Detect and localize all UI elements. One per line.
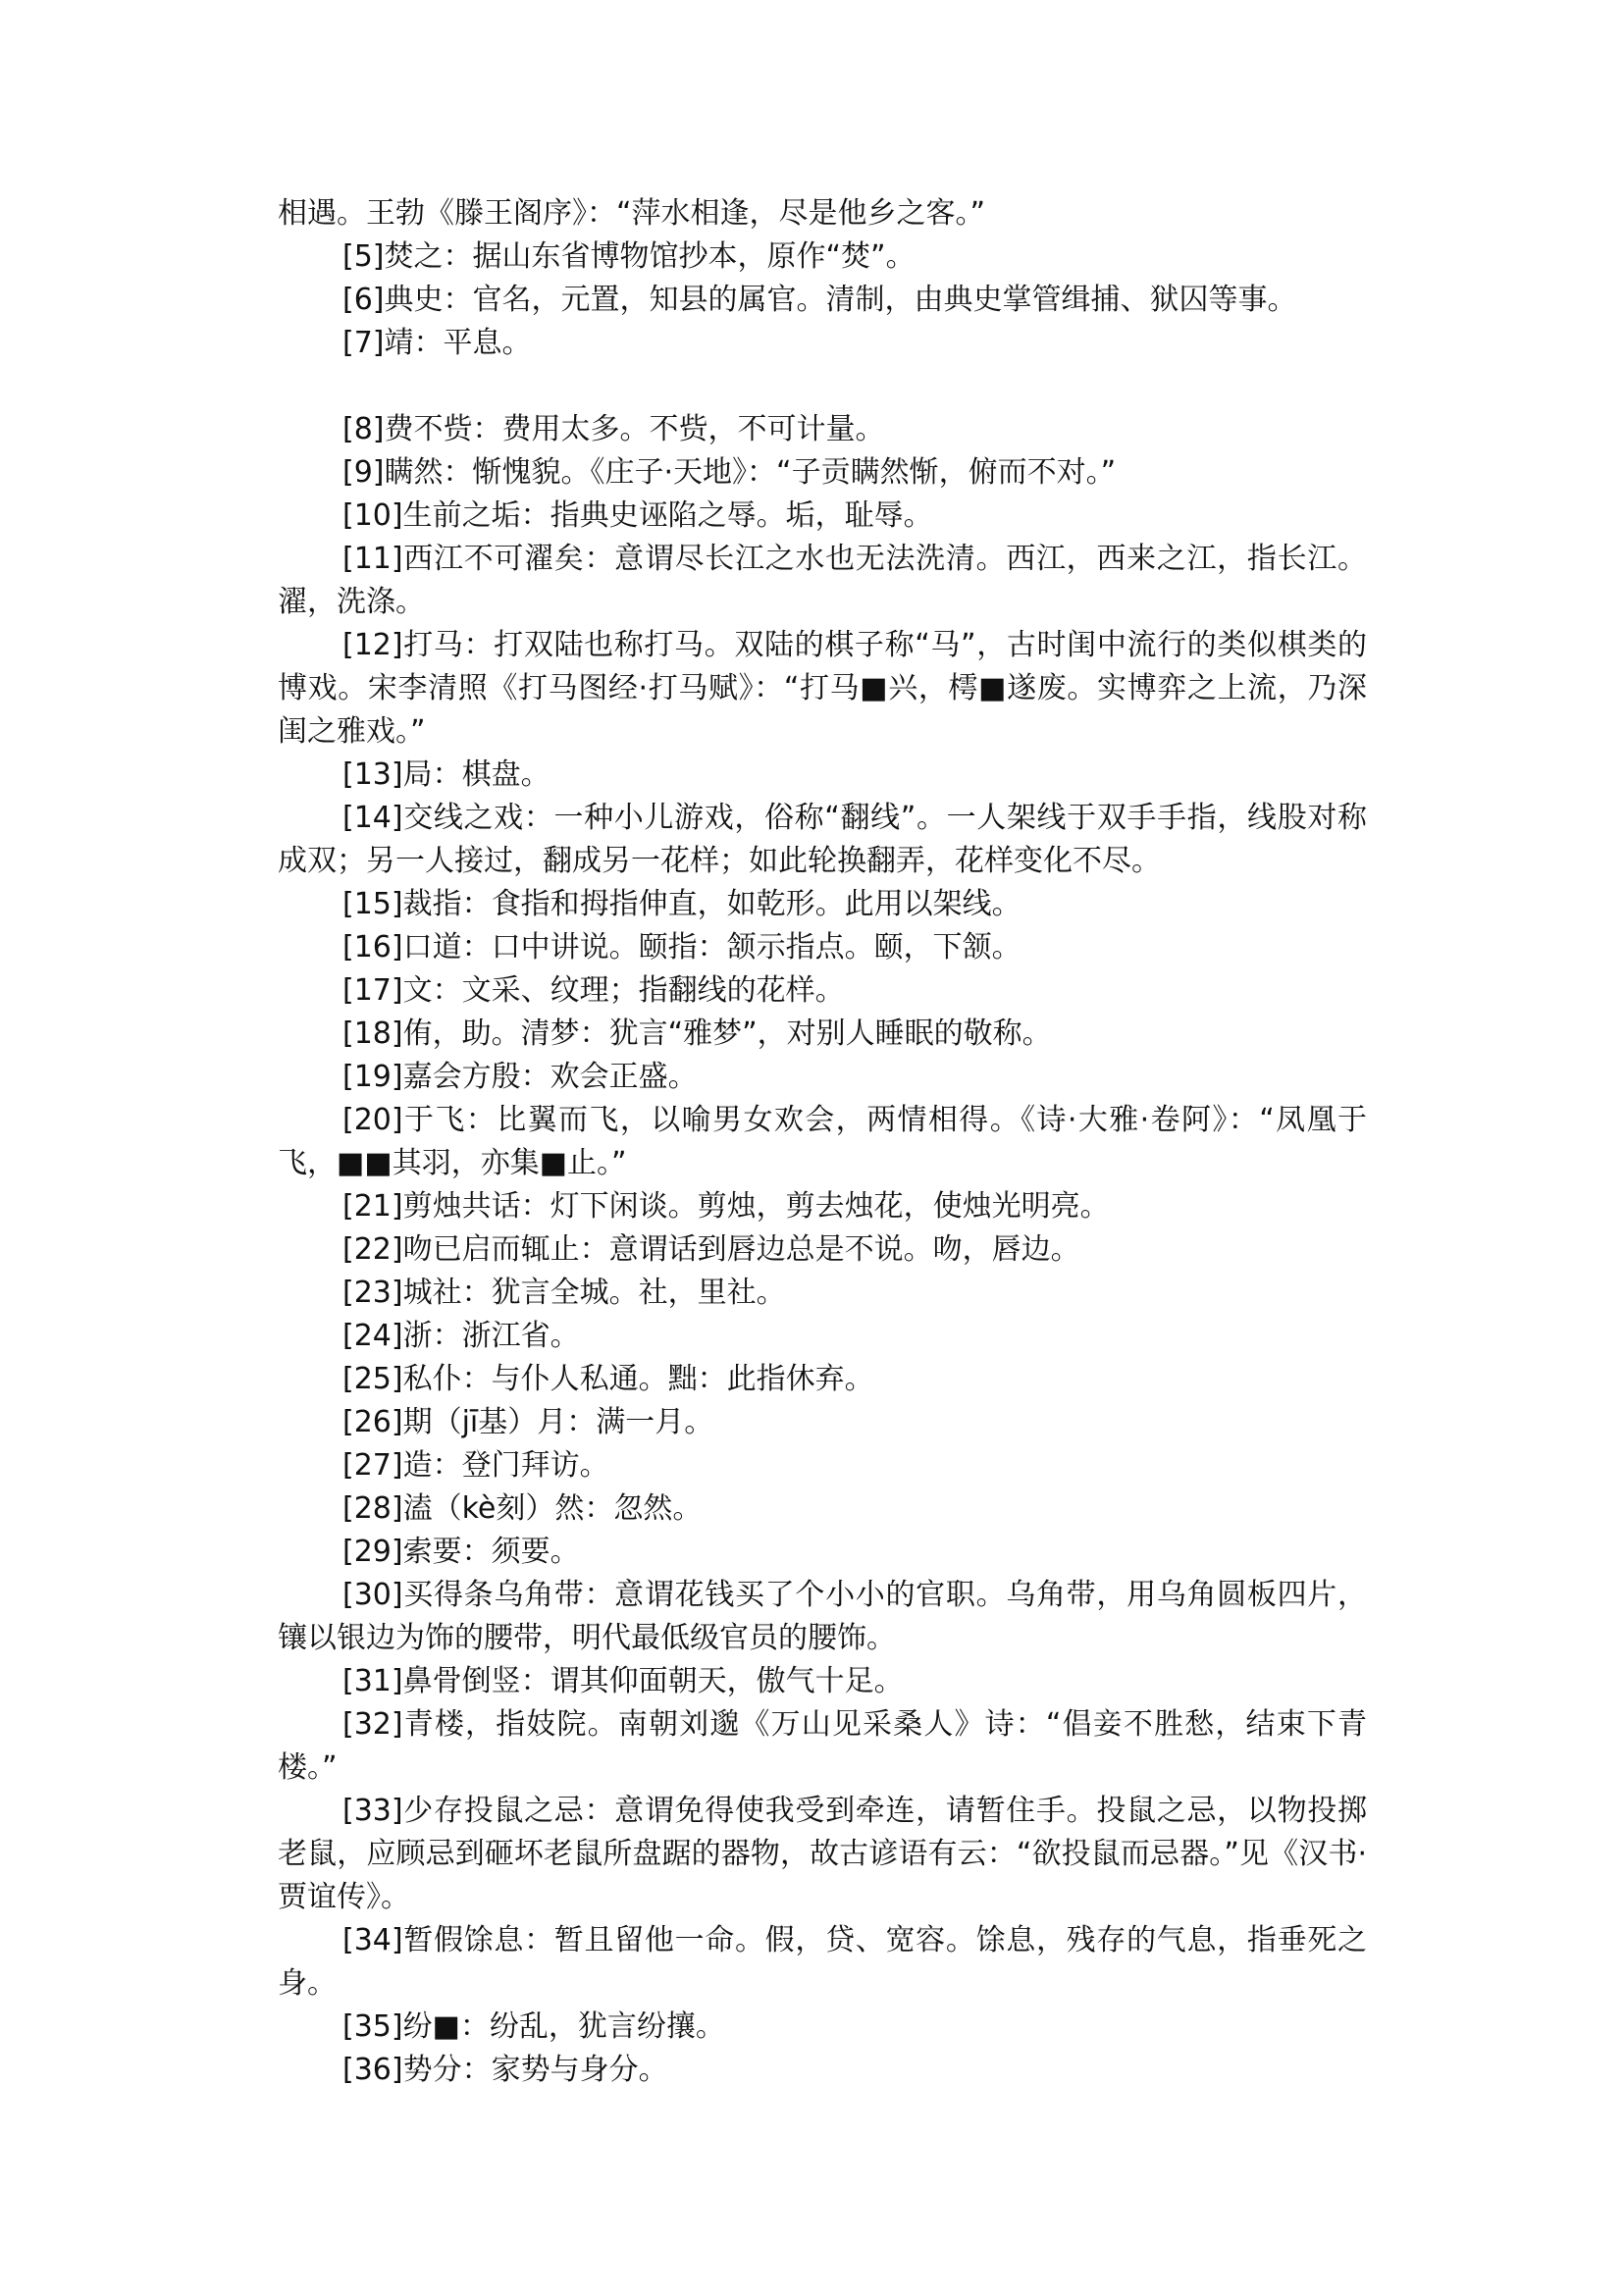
- note-22: [22]吻已启而辄止：意谓话到唇边总是不说。吻，唇边。: [342, 1232, 1080, 1267]
- note-21: [21]剪烛共话：灯下闲谈。剪烛，剪去烛花，使烛光明亮。: [342, 1189, 1110, 1224]
- note-11: [11]西江不可濯矣：意谓尽长江之水也无法洗清。西江，西来之江，指长江。濯，洗涤。: [278, 542, 1367, 619]
- blank-line: [278, 365, 1367, 408]
- note-19: [19]嘉会方殷：欢会正盛。: [342, 1060, 698, 1094]
- note-12: [12]打马：打双陆也称打马。双陆的棋子称“马”，古时闺中流行的类似棋类的博戏。宋李清照《打马图经·打马赋》：“打马■兴，樗■遂废。实博弈之上流，乃深闺之雅戏。”: [278, 628, 1367, 749]
- note-20: [20]于飞：比翼而飞，以喻男女欢会，两情相得。《诗·大雅·卷阿》：“凤凰于飞，■■其羽，亦集■止。”: [278, 1103, 1367, 1180]
- note-26: [26]期（jī基）月：满一月。: [342, 1405, 714, 1439]
- note-17: [17]文：文采、纹理；指翻线的花样。: [342, 973, 845, 1008]
- note-6: [6]典史：官名，元置，知县的属官。清制，由典史掌管缉捕、狱囚等事。: [342, 283, 1297, 317]
- note-29: [29]索要：须要。: [342, 1535, 580, 1569]
- note-7: [7]靖：平息。: [342, 326, 532, 360]
- note-13: [13]局：棋盘。: [342, 757, 550, 792]
- note-36: [36]势分：家势与身分。: [342, 2053, 668, 2087]
- document-page: [278, 192, 1367, 2092]
- note-31: [31]鼻骨倒竖：谓其仰面朝天，傲气十足。: [342, 1664, 904, 1698]
- note-24: [24]浙：浙江省。: [342, 1319, 580, 1353]
- note-33: [33]少存投鼠之忌：意谓免得使我受到牵连，请暂住手。投鼠之忌，以物投掷老鼠，应顾忌到砸坏老鼠所盘踞的器物，故古谚语有云：“欲投鼠而忌器。”见《汉书·贾谊传》。: [278, 1794, 1367, 1914]
- note-28: [28]溘（kè刻）然：忽然。: [342, 1491, 703, 1526]
- note-32: [32]青楼，指妓院。南朝刘邈《万山见采桑人》诗：“倡妾不胜愁，结束下青楼。”: [278, 1707, 1367, 1785]
- note-16: [16]口道：口中讲说。颐指：颔示指点。颐，下颔。: [342, 930, 1022, 965]
- note-27: [27]造：登门拜访。: [342, 1448, 609, 1483]
- note-15: [15]裁指：食指和拇指伸直，如乾形。此用以架线。: [342, 887, 1022, 921]
- note-14: [14]交线之戏：一种小儿游戏，俗称“翻线”。一人架线于双手手指，线股对称成双；另一人接过，翻成另一花样；如此轮换翻弄，花样变化不尽。: [278, 801, 1367, 878]
- note-25: [25]私仆：与仆人私通。黜：此指休弃。: [342, 1362, 874, 1396]
- note-8: [8]费不赀：费用太多。不赀，不可计量。: [342, 412, 885, 446]
- note-23: [23]城社：犹言全城。社，里社。: [342, 1276, 786, 1310]
- note-35: [35]纷■：纷乱，犹言纷攘。: [342, 2009, 725, 2044]
- note-34: [34]暂假馀息：暂且留他一命。假，贷、宽容。馀息，残存的气息，指垂死之身。: [278, 1923, 1367, 2001]
- note-30: [30]买得条乌角带：意谓花钱买了个小小的官职。乌角带，用乌角圆板四片，镶以银边为饰的腰带，明代最低级官员的腰饰。: [278, 1578, 1367, 1655]
- note-5: [5]焚之：据山东省博物馆抄本，原作“焚”。: [342, 239, 916, 274]
- note-18: [18]侑，助。清梦：犹言“雅梦”，对别人睡眠的敬称。: [342, 1017, 1052, 1051]
- note-10: [10]生前之垢：指典史诬陷之辱。垢，耻辱。: [342, 498, 933, 533]
- note-9: [9]瞒然：惭愧貌。《庄子·天地》：“子贡瞒然惭，俯而不对。”: [342, 455, 1117, 490]
- note-line: 相遇。王勃《滕王阁序》：“萍水相逢，尽是他乡之客。”: [278, 196, 986, 231]
